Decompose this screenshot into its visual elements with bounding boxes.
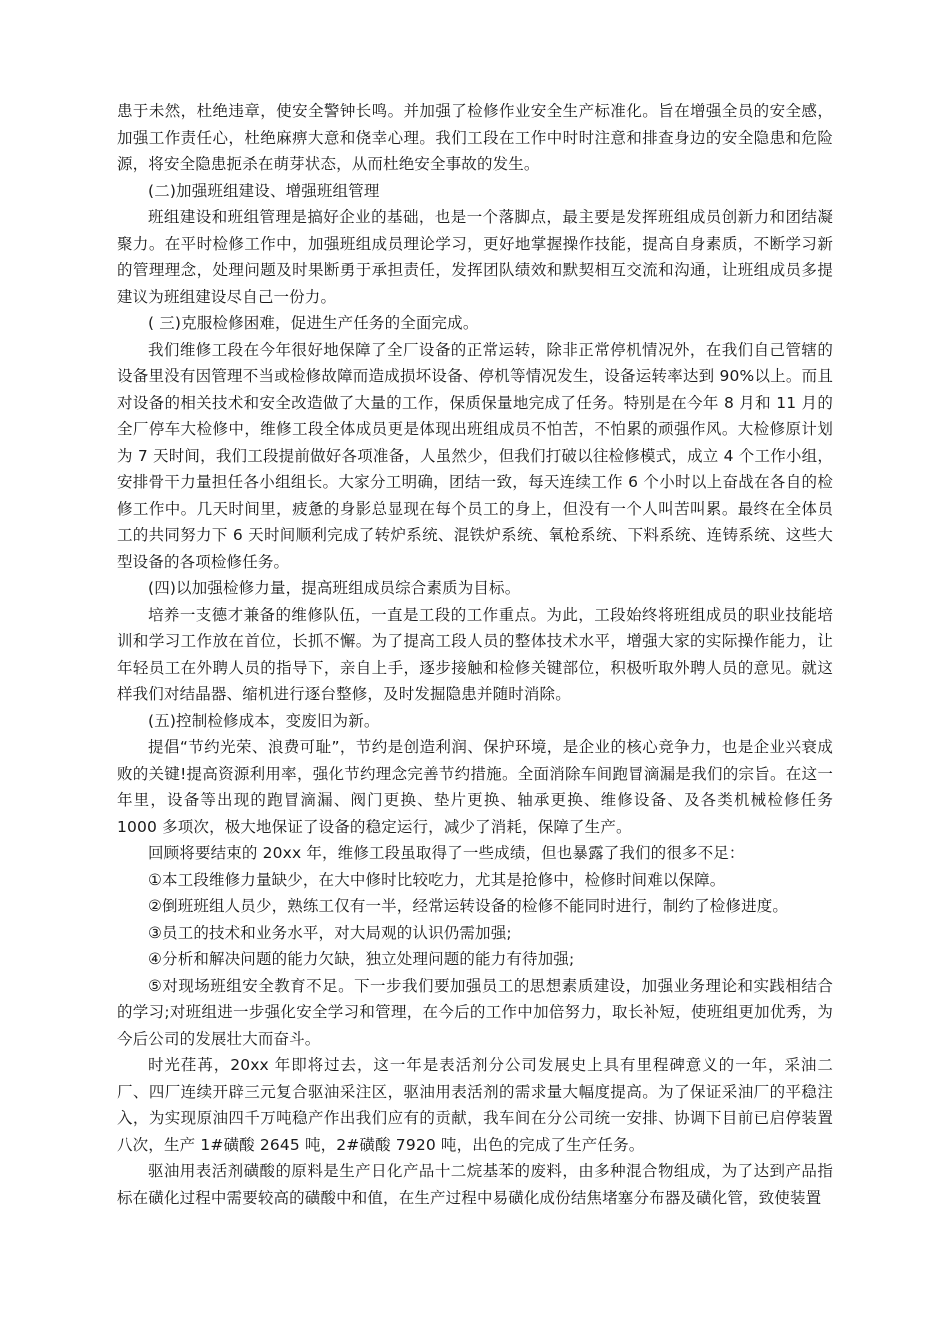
shortcoming-item-1: ①本工段维修力量缺少，在大中修时比较吃力，尤其是抢修中，检修时间难以保障。 xyxy=(148,870,726,889)
paragraph-17: 驱油用表活剂磺酸的原料是生产日化产品十二烷基苯的废料，由多种混合物组成，为了达到产品指标在磺化过程中需要较高的磺酸中和值，在生产过程中易磺化成份结焦堵塞分布器及磺化管，致使装置 xyxy=(117,1162,833,1207)
shortcoming-item-5: ⑤对现场班组安全教育不足。下一步我们要加强员工的思想素质建设，加强业务理论和实践相结合的学习;对班组进一步强化安全学习和管理，在今后的工作中加倍努力，取长补短，使班组更加优秀，为今后公司的发展壮大而奋斗。 xyxy=(117,976,833,1048)
document-body xyxy=(117,98,833,1211)
paragraph-7: 培养一支德才兼备的维修队伍，一直是工段的工作重点。为此，工段始终将班组成员的职业技能培训和学习工作放在首位，长抓不懈。为了提高工段人员的整体技术水平，增强大家的实际操作能力，让年轻员工在外聘人员的指导下，亲自上手，逐步接触和检修关键部位，积极听取外聘人员的意见。就这样我们对结晶器、缩机进行逐台整修，及时发掘隐患并随时消除。 xyxy=(117,605,833,703)
section-heading-5: (五)控制检修成本，变废旧为新。 xyxy=(148,711,380,730)
paragraph-5: 我们维修工段在今年很好地保障了全厂设备的正常运转，除非正常停机情况外，在我们自己管辖的设备里没有因管理不当或检修故障而造成损坏设备、停机等情况发生，设备运转率达到 90%以上。而且对设备的相关技术和安全改造做了大量的工作，保质保量地完成了任务。特别是在今年 8 月和 11 月的全厂停车大检修中，维修工段全体成员更是体现出班组成员不怕苦，不怕累的顽强作风。大检修原计划为 7 天时间，我们工段提前做好各项准备，人虽然少，但我们打破以往检修模式，成立 4 个工作小组，安排骨干力量担任各小组组长。大家分工明确，团结一致，每天连续工作 6 个小时以上奋战在各自的检修工作中。几天时间里，疲惫的身影总显现在每个员工的身上，但没有一个人叫苦叫累。最终在全体员工的共同努力下 6 天时间顺利完成了转炉系统、混铁炉系统、氧枪系统、下料系统、连铸系统、这些大型设备的各项检修任务。 xyxy=(117,340,833,571)
paragraph-3: 班组建设和班组管理是搞好企业的基础，也是一个落脚点，最主要是发挥班组成员创新力和团结凝聚力。在平时检修工作中，加强班组成员理论学习，更好地掌握操作技能，提高自身素质，不断学习新的管理理念，处理问题及时果断勇于承担责任，发挥团队绩效和默契相互交流和沟通，让班组成员多提建议为班组建设尽自己一份力。 xyxy=(117,208,833,306)
shortcoming-item-3: ③员工的技术和业务水平，对大局观的认识仍需加强; xyxy=(148,923,512,942)
shortcoming-item-2: ②倒班班组人员少，熟练工仅有一半，经常运转设备的检修不能同时进行，制约了检修进度。 xyxy=(148,897,789,915)
paragraph-10: 回顾将要结束的 20xx 年，维修工段虽取得了一些成绩，但也暴露了我们的很多不足： xyxy=(148,844,745,862)
section-heading-2: (二)加强班组建设、增强班组管理 xyxy=(148,181,380,200)
paragraph-9: 提倡“节约光荣、浪费可耻”，节约是创造利润、保护环境，是企业的核心竞争力，也是企业兴衰成败的关键!提高资源利用率，强化节约理念完善节约措施。全面消除车间跑冒滴漏是我们的宗旨。在这一年里，设备等出现的跑冒滴漏、阀门更换、垫片更换、轴承更换、维修设备、及各类机械检修任务 1000 多项次，极大地保证了设备的稳定运行，减少了消耗，保障了生产。 xyxy=(117,738,833,836)
section-heading-3: ( 三)克服检修困难，促进生产任务的全面完成。 xyxy=(148,314,479,332)
paragraph-1: 患于未然，杜绝违章，使安全警钟长鸣。并加强了检修作业安全生产标准化。旨在增强全员的安全感，加强工作责任心，杜绝麻痹大意和侥幸心理。我们工段在工作中时时注意和排查身边的安全隐患和危险源，将安全隐患扼杀在萌芽状态，从而杜绝安全事故的发生。 xyxy=(117,102,833,173)
section-heading-4: (四)以加强检修力量，提高班组成员综合素质为目标。 xyxy=(148,579,521,597)
paragraph-16: 时光荏苒，20xx 年即将过去，这一年是表活剂分公司发展史上具有里程碑意义的一年，采油二厂、四厂连续开辟三元复合驱油采注区，驱油用表活剂的需求量大幅度提高。为了保证采油厂的平稳注入，为实现原油四千万吨稳产作出我们应有的贡献，我车间在分公司统一安排、协调下目前已启停装置八次，生产 1#磺酸 2645 吨，2#磺酸 7920 吨，出色的完成了生产任务。 xyxy=(117,1056,833,1154)
shortcoming-item-4: ④分析和解决问题的能力欠缺，独立处理问题的能力有待加强; xyxy=(148,950,575,968)
